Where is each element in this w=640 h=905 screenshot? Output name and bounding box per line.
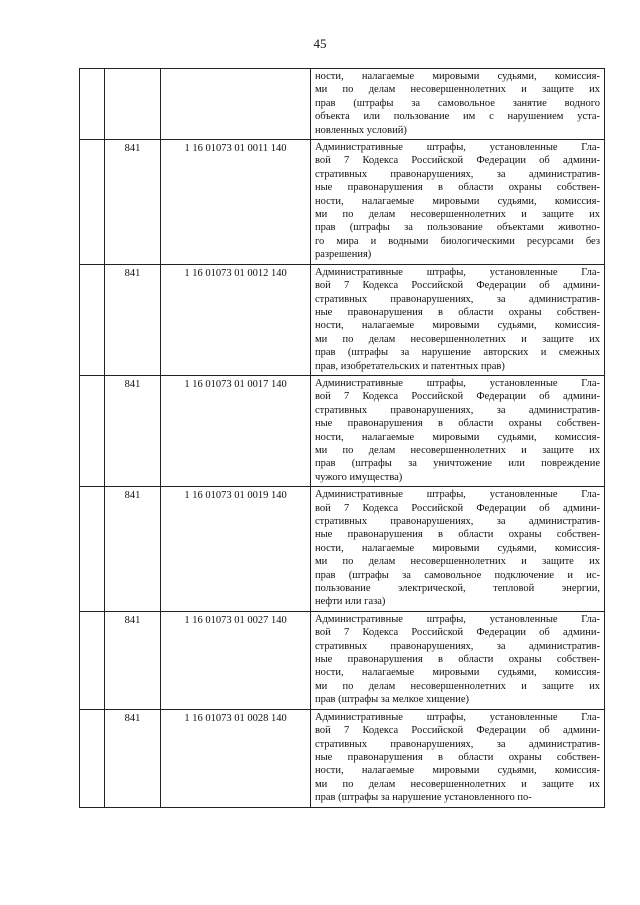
kbk-code-cell xyxy=(161,69,311,140)
table-row xyxy=(80,140,605,265)
description-cell xyxy=(311,487,605,612)
blank-cell xyxy=(80,140,105,265)
description-cell xyxy=(311,709,605,807)
description-line: Административные штрафы, установленные Гла- xyxy=(315,613,600,625)
description-cell xyxy=(311,69,605,140)
table-body xyxy=(80,69,605,808)
description-line: ности, налагаемые мировыми судьями, комиссия- xyxy=(315,195,600,207)
description-line: прав (штрафы за нарушение установленного по- xyxy=(315,792,532,804)
admin-code-cell: 841 xyxy=(105,375,161,486)
description-line: вой 7 Кодекса Российской Федерации об админи- xyxy=(315,391,600,403)
description-line: ные правонарушения в области охраны собствен- xyxy=(315,306,600,318)
description-line: стративных правонарушениях, за административ- xyxy=(315,293,600,305)
description-line: ные правонарушения в области охраны собствен- xyxy=(315,529,600,541)
description-line: го мира и водными биологическими ресурсами без xyxy=(315,235,600,247)
blank-cell xyxy=(80,264,105,375)
description-line: ные правонарушения в области охраны собствен- xyxy=(315,182,600,194)
blank-cell xyxy=(80,611,105,709)
description-line: прав (штрафы за самовольное занятие водного xyxy=(315,97,600,109)
description-line: ные правонарушения в области охраны собствен- xyxy=(315,418,600,430)
blank-cell xyxy=(80,709,105,807)
description-line: ности, налагаемые мировыми судьями, комиссия- xyxy=(315,431,600,443)
kbk-code-cell: 1 16 01073 01 0011 140 xyxy=(161,140,311,265)
description-line: вой 7 Кодекса Российской Федерации об админи- xyxy=(315,280,600,292)
admin-code-cell: 841 xyxy=(105,264,161,375)
description-line: ми по делам несовершеннолетних и защите их xyxy=(315,556,600,568)
description-cell xyxy=(311,264,605,375)
description-line: прав (штрафы за нарушение авторских и смежных xyxy=(315,347,600,359)
description-line: Административные штрафы, установленные Гла- xyxy=(315,377,600,389)
description-line: прав, изобретательских и патентных прав) xyxy=(315,360,505,372)
blank-cell xyxy=(80,69,105,140)
description-line: вой 7 Кодекса Российской Федерации об админи- xyxy=(315,725,600,737)
description-line: ми по делам несовершеннолетних и защите их xyxy=(315,209,600,221)
table-row xyxy=(80,375,605,486)
description-line: ми по делам несовершеннолетних и защите их xyxy=(315,680,600,692)
page-number: 45 xyxy=(313,36,327,51)
description-line: вой 7 Кодекса Российской Федерации об админи- xyxy=(315,627,600,639)
table-row-continuation xyxy=(80,69,605,140)
description-line: ми по делам несовершеннолетних и защите их xyxy=(315,444,600,456)
description-line: ности, налагаемые мировыми судьями, комиссия- xyxy=(315,542,600,554)
description-line: ми по делам несовершеннолетних и защите их xyxy=(315,778,600,790)
table-row xyxy=(80,709,605,807)
description-line: ные правонарушения в области охраны собствен- xyxy=(315,751,600,763)
description-line: объекта или пользование им с нарушением уста- xyxy=(315,111,600,123)
blank-cell xyxy=(80,487,105,612)
description-line: стративных правонарушениях, за административ- xyxy=(315,640,600,652)
kbk-code-cell: 1 16 01073 01 0027 140 xyxy=(161,611,311,709)
description-line: вой 7 Кодекса Российской Федерации об админи- xyxy=(315,502,600,514)
description-line: нефти или газа) xyxy=(315,596,386,608)
description-cell xyxy=(311,140,605,265)
kbk-code-cell: 1 16 01073 01 0019 140 xyxy=(161,487,311,612)
description-line: ности, налагаемые мировыми судьями, комиссия- xyxy=(315,71,600,82)
description-line: Административные штрафы, установленные Гла- xyxy=(315,266,600,278)
admin-code-cell: 841 xyxy=(105,709,161,807)
table-row xyxy=(80,264,605,375)
description-line: прав (штрафы за уничтожение или повреждение xyxy=(315,458,600,470)
description-line: ности, налагаемые мировыми судьями, комиссия- xyxy=(315,765,600,777)
description-line: стративных правонарушениях, за административ- xyxy=(315,516,600,527)
description-line: Административные штрафы, установленные Гла- xyxy=(315,711,600,723)
description-line: чужого имущества) xyxy=(315,471,403,483)
description-line: разрешения) xyxy=(315,249,372,261)
description-line: вой 7 Кодекса Российской Федерации об админи- xyxy=(315,155,600,167)
description-line: прав (штрафы за пользование объектами животно- xyxy=(315,222,600,234)
kbk-code-cell: 1 16 01073 01 0012 140 xyxy=(161,264,311,375)
admin-code-cell: 841 xyxy=(105,611,161,709)
description-cell xyxy=(311,611,605,709)
description-line: стративных правонарушениях, за административ- xyxy=(315,404,600,416)
admin-code-cell: 841 xyxy=(105,487,161,612)
description-line: Административные штрафы, установленные Гла- xyxy=(315,489,600,501)
description-line: ми по делам несовершеннолетних и защите их xyxy=(315,84,600,96)
description-line: Административные штрафы, установленные Гла- xyxy=(315,142,600,154)
description-line: ности, налагаемые мировыми судьями, комиссия- xyxy=(315,320,600,332)
table-row xyxy=(80,611,605,709)
admin-code-cell: 841 xyxy=(105,140,161,265)
kbk-code-cell: 1 16 01073 01 0028 140 xyxy=(161,709,311,807)
budget-codes-table xyxy=(79,68,605,808)
description-line: новленных условий) xyxy=(315,124,407,136)
description-line: ные правонарушения в области охраны собствен- xyxy=(315,654,600,666)
kbk-code-cell: 1 16 01073 01 0017 140 xyxy=(161,375,311,486)
description-line: прав (штрафы за самовольное подключение и ис- xyxy=(315,569,600,581)
description-cell xyxy=(311,375,605,486)
description-line: стративных правонарушениях, за административ- xyxy=(315,738,600,750)
description-line: ности, налагаемые мировыми судьями, комиссия- xyxy=(315,667,600,679)
description-line: прав (штрафы за мелкое хищение) xyxy=(315,694,470,706)
description-line: стративных правонарушениях, за административ- xyxy=(315,168,600,180)
admin-code-cell xyxy=(105,69,161,140)
description-line: ми по делам несовершеннолетних и защите их xyxy=(315,333,600,345)
blank-cell xyxy=(80,375,105,486)
description-line: пользование электрической, тепловой энергии, xyxy=(315,583,600,595)
table-row xyxy=(80,487,605,612)
